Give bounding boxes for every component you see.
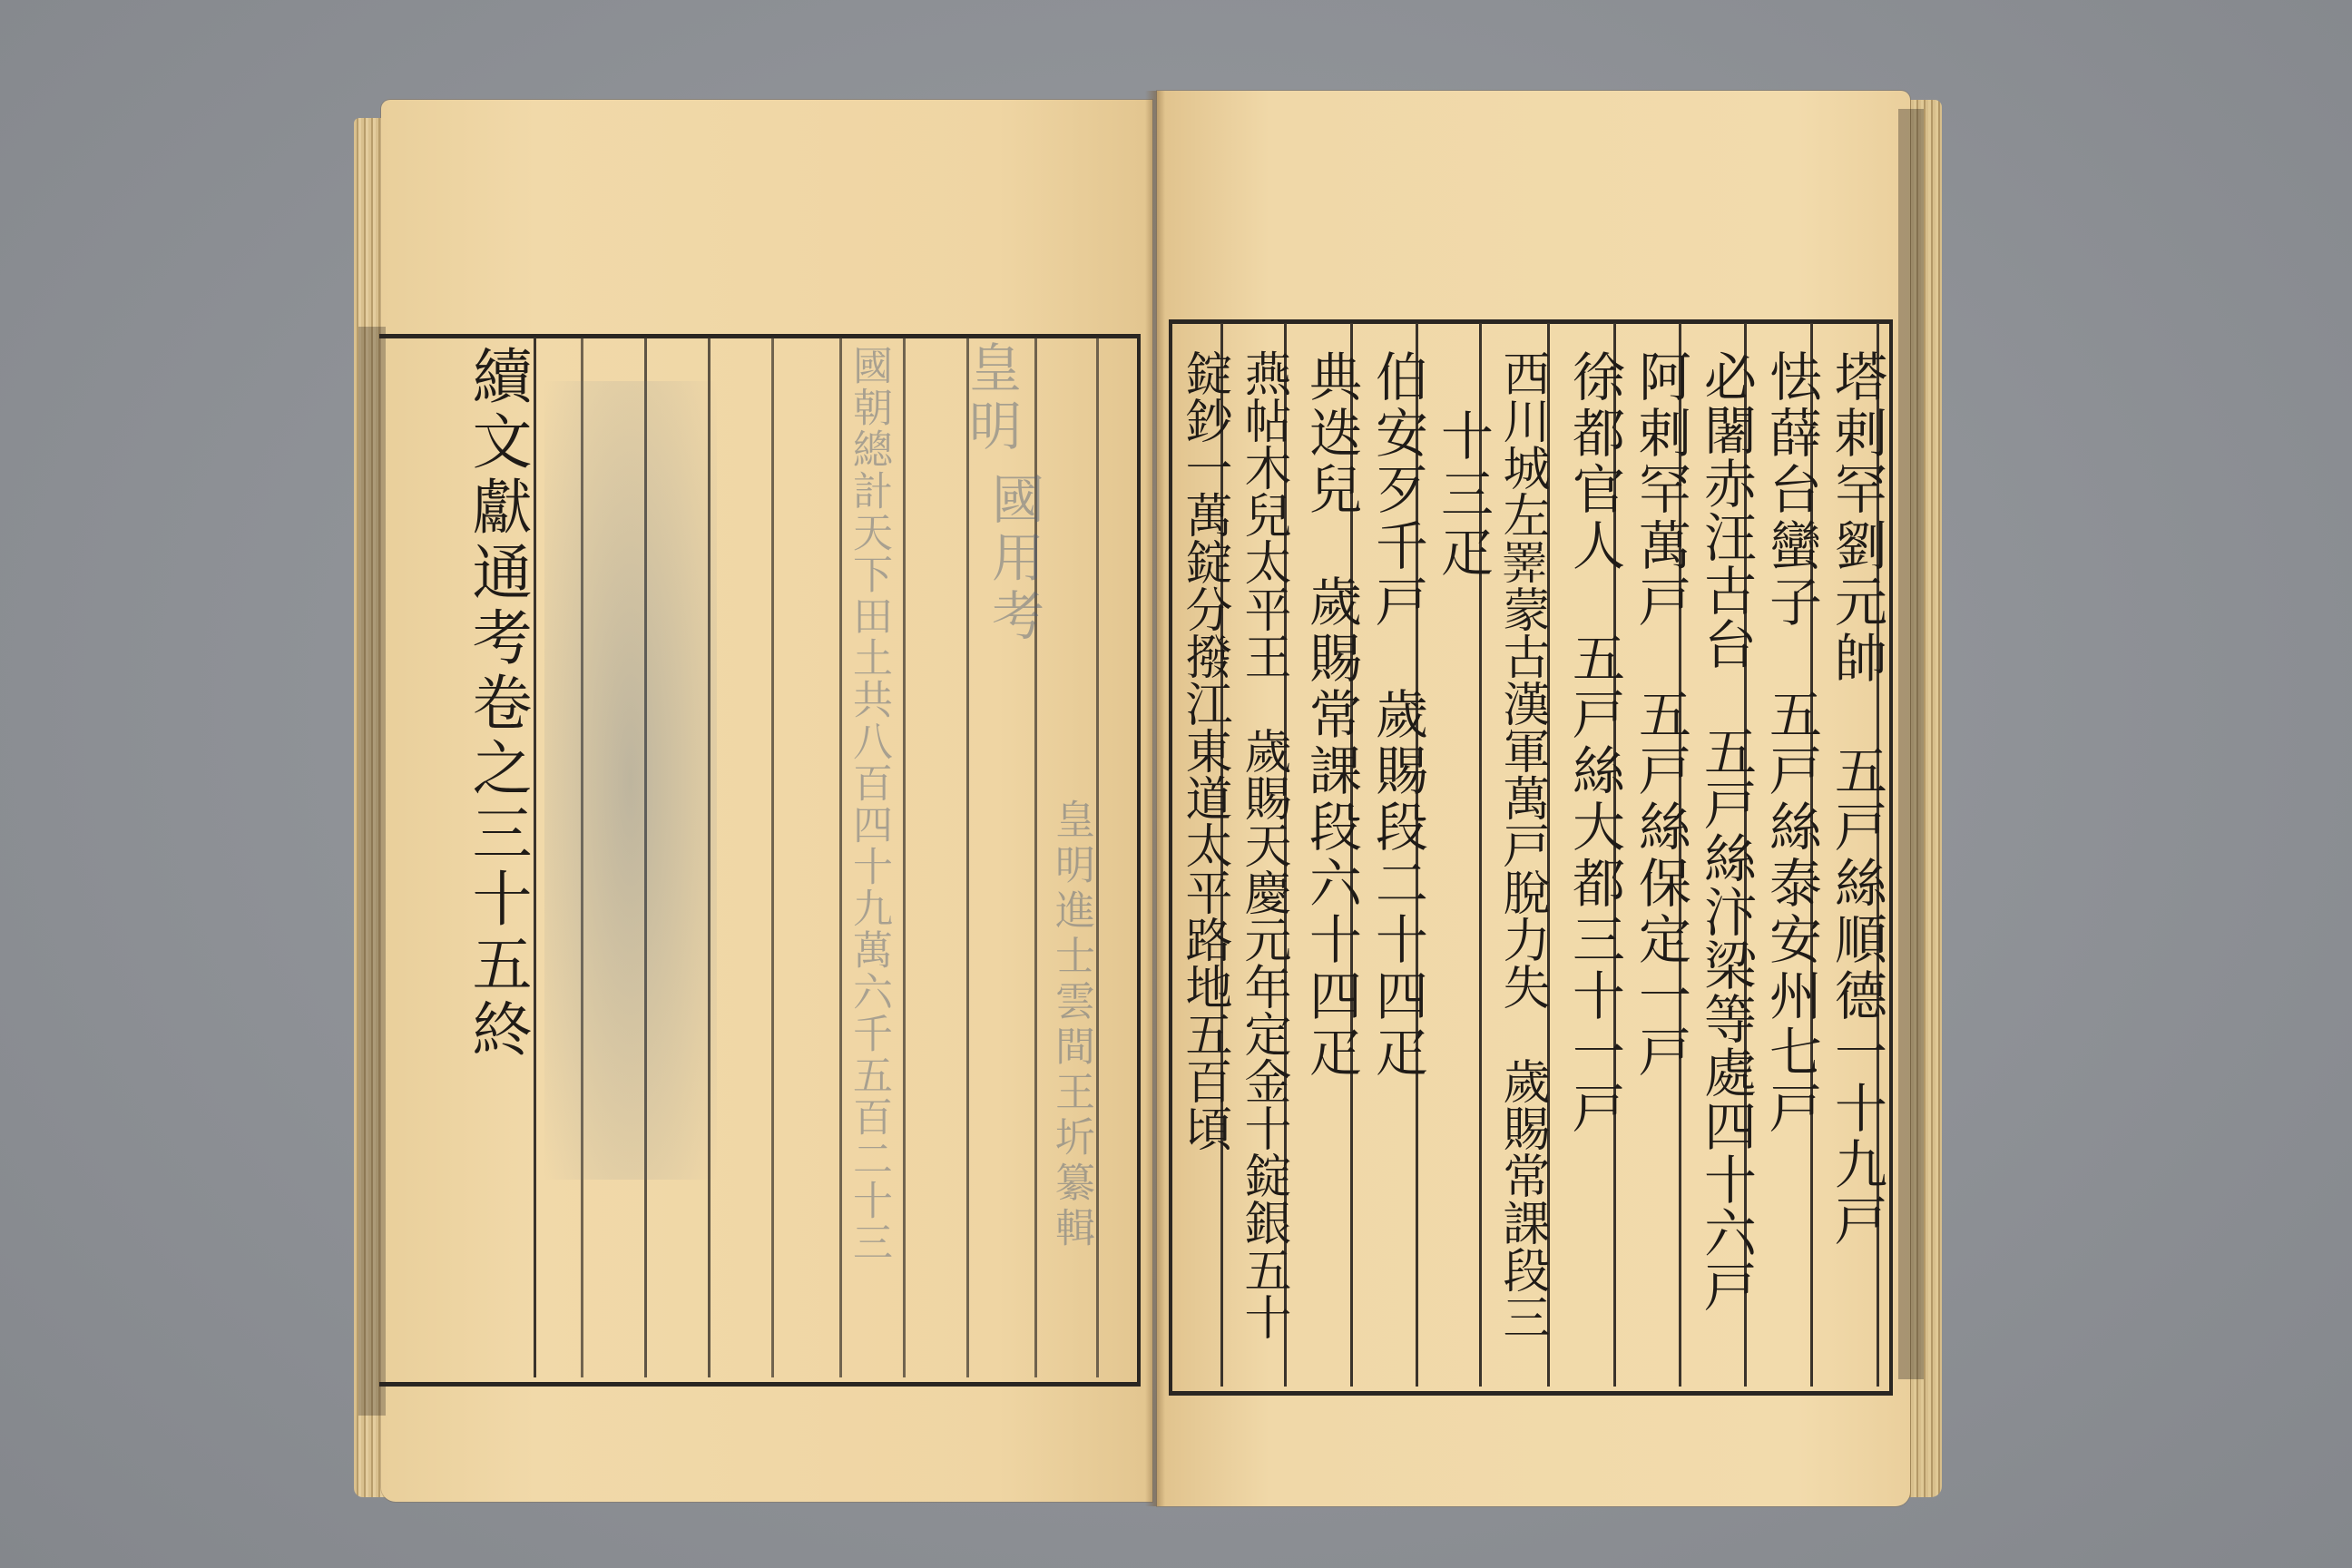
- text-column: 塔剌罕劉元帥 五戸絲順德一十九戸: [1826, 349, 1887, 1250]
- fore-edge-ink: [1898, 109, 1924, 1379]
- text-column: 徐都官人 五戸絲大都三十一戸: [1563, 349, 1625, 1137]
- text-column: 典迭兒 歲賜常課段六十四疋: [1300, 349, 1362, 1081]
- bleed-through-line: 國用考: [983, 472, 1044, 646]
- column-rule: [771, 338, 774, 1377]
- bleed-through-line: 皇明進士雲間王圻纂輯: [1048, 799, 1094, 1252]
- fore-edge-ink: [358, 327, 386, 1416]
- text-column: 西川城左𢍰蒙古漢軍萬戸脫力失 歲賜常課段三: [1494, 349, 1549, 1340]
- text-column: 伯安歹千戸 歲賜段二十四疋: [1367, 349, 1428, 1081]
- ink-bleed-smudge: [544, 381, 717, 1180]
- volume-end-title: 續文獻通考卷之三十五終: [462, 345, 532, 1063]
- column-rule: [966, 338, 969, 1377]
- bleed-through-line: 國朝總計天下田土共八百四十九萬六千五百二十三: [846, 345, 892, 1263]
- text-column: 燕帖木兒太平王 歲賜天慶元年定金十錠銀五十: [1236, 349, 1290, 1340]
- bleed-through-line: 皇明: [960, 340, 1022, 456]
- text-column: 怯薛台蠻子 五戸絲泰安州七戸: [1760, 349, 1822, 1137]
- book-gutter: [1145, 91, 1165, 1506]
- text-column: 必闍赤汪古台 五戸絲汴梁等處四十六戸: [1695, 349, 1757, 1313]
- text-column: 十三疋: [1432, 408, 1494, 583]
- column-rule: [903, 338, 906, 1377]
- text-column: 錠鈔一萬錠分撥江東道太平路地五百頃: [1177, 349, 1231, 1152]
- text-column: 阿剌罕萬戸 五戸絲保定一戸: [1630, 349, 1691, 1081]
